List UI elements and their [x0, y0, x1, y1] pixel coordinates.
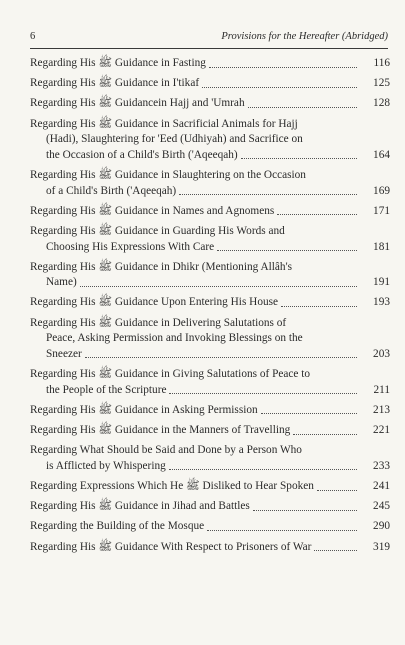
toc-entry-line [30, 168, 390, 184]
toc-page-number: 245 [373, 500, 390, 513]
dot-leader [80, 286, 357, 287]
toc-entry-line [30, 423, 390, 439]
toc-entry[interactable] [30, 499, 390, 515]
toc-entry-title: Name) [46, 276, 77, 289]
toc-entry[interactable] [30, 423, 390, 439]
toc-entry-title: Sneezer [46, 347, 82, 360]
dot-leader [241, 158, 357, 159]
dot-leader [248, 107, 357, 108]
toc-entry-line [30, 331, 390, 347]
toc-entry-title: Regarding His ﷺ Guidance Upon Entering His House [30, 296, 279, 309]
toc-entry-title: Choosing His Expressions With Care [46, 240, 215, 253]
toc-entry[interactable] [30, 260, 390, 291]
toc-entry-title: the People of the Scripture [46, 383, 167, 396]
toc-entry-title: Regarding His ﷺ Guidancein Hajj and 'Umrah [30, 97, 245, 110]
toc-entry-title: the Occasion of a Child's Birth ('Aqeeqah) [46, 148, 238, 161]
toc-page-number: 233 [373, 459, 390, 472]
toc-entry-title: Regarding His ﷺ Guidance in Dhikr (Mentioning Allâh's [30, 260, 292, 273]
toc-entry-title: Peace, Asking Permission and Invoking Blessings on the [46, 332, 303, 345]
dot-leader [179, 194, 357, 195]
toc-entry-title: is Afflicted by Whispering [46, 459, 166, 472]
toc-page-number: 319 [373, 540, 390, 553]
running-title: Provisions for the Hereafter (Abridged) [221, 31, 388, 42]
toc-entry-line [30, 224, 390, 240]
toc-entry[interactable] [30, 76, 390, 92]
toc-entry-title: Regarding What Should be Said and Done by a Person Who [30, 444, 302, 457]
dot-leader [207, 530, 357, 531]
toc-entry[interactable] [30, 224, 390, 255]
toc-page-number: 290 [373, 520, 390, 533]
table-of-contents [30, 56, 390, 560]
dot-leader [293, 434, 357, 435]
toc-entry[interactable] [30, 56, 390, 72]
toc-entry-line [30, 367, 390, 383]
toc-entry-line [30, 117, 390, 133]
toc-entry-title: Regarding His ﷺ Guidance in Guarding His Words and [30, 224, 285, 237]
toc-entry-title: Regarding His ﷺ Guidance in Names and Agnomens [30, 204, 275, 217]
toc-entry-line [30, 459, 390, 475]
toc-entry[interactable] [30, 540, 390, 556]
toc-page-number: 164 [373, 148, 390, 161]
toc-page-number: 169 [373, 184, 390, 197]
toc-entry-line [30, 316, 390, 332]
toc-entry-line [30, 540, 390, 556]
toc-page-number: 181 [373, 240, 390, 253]
dot-leader [277, 214, 357, 215]
toc-entry-line [30, 184, 390, 200]
toc-page-number: 125 [373, 77, 390, 90]
toc-entry-line [30, 76, 390, 92]
toc-entry[interactable] [30, 316, 390, 363]
toc-entry-line [30, 204, 390, 220]
toc-entry-line [30, 260, 390, 276]
toc-entry-line [30, 96, 390, 112]
toc-entry[interactable] [30, 403, 390, 419]
toc-entry[interactable] [30, 96, 390, 112]
page-number: 6 [30, 31, 36, 42]
toc-entry-line [30, 132, 390, 148]
dot-leader [169, 393, 357, 394]
toc-entry-line [30, 295, 390, 311]
toc-entry-title: Regarding His ﷺ Guidance in Giving Salutations of Peace to [30, 368, 311, 381]
dot-leader [169, 469, 357, 470]
toc-entry-line [30, 383, 390, 399]
toc-entry-title: Regarding His ﷺ Guidance in Delivering Salutations of [30, 316, 287, 329]
dot-leader [217, 250, 357, 251]
toc-entry-line [30, 148, 390, 164]
toc-entry-title: of a Child's Birth ('Aqeeqah) [46, 184, 177, 197]
toc-entry[interactable] [30, 479, 390, 495]
dot-leader [202, 87, 357, 88]
toc-entry[interactable] [30, 519, 390, 535]
dot-leader [85, 357, 357, 358]
toc-entry-title: Regarding His ﷺ Guidance With Respect to Prisoners of War [30, 540, 312, 553]
toc-entry[interactable] [30, 204, 390, 220]
toc-page-number: 193 [373, 296, 390, 309]
toc-entry-title: Regarding His ﷺ Guidance in Jihad and Battles [30, 500, 250, 513]
toc-page-number: 213 [373, 403, 390, 416]
toc-entry-line [30, 443, 390, 459]
toc-page-number: 191 [373, 276, 390, 289]
toc-entry-line [30, 275, 390, 291]
toc-entry-line [30, 403, 390, 419]
toc-entry[interactable] [30, 117, 390, 164]
toc-entry-title: Regarding His ﷺ Guidance in Slaughtering on the Occasion [30, 168, 306, 181]
toc-page-number: 116 [373, 57, 390, 69]
toc-page-number: 211 [373, 383, 390, 396]
dot-leader [261, 413, 357, 414]
toc-entry-title: (Hadi), Slaughtering for 'Eed (Udhiyah) and Sacrifice on [46, 133, 303, 146]
dot-leader [253, 510, 357, 511]
dot-leader [209, 67, 357, 68]
dot-leader [314, 550, 357, 551]
toc-entry-line [30, 479, 390, 495]
dot-leader [281, 306, 357, 307]
toc-entry-title: Regarding His ﷺ Guidance in the Manners of Travelling [30, 424, 291, 436]
dot-leader [317, 490, 357, 491]
toc-page-number: 241 [373, 479, 390, 492]
toc-entry-title: Regarding His ﷺ Guidance in Fasting [30, 57, 206, 69]
toc-entry[interactable] [30, 168, 390, 199]
toc-entry-line [30, 347, 390, 363]
toc-entry[interactable] [30, 367, 390, 398]
toc-entry-line [30, 56, 390, 72]
toc-entry-title: Regarding His ﷺ Guidance in Sacrificial Animals for Hajj [30, 117, 298, 130]
toc-entry-line [30, 499, 390, 515]
toc-entry-title: Regarding the Building of the Mosque [30, 520, 205, 533]
toc-page-number: 128 [373, 97, 390, 110]
toc-entry-line [30, 240, 390, 256]
toc-entry-title: Regarding His ﷺ Guidance in Asking Permission [30, 403, 258, 416]
toc-entry-title: Regarding Expressions Which He ﷺ Disliked to Hear Spoken [30, 479, 314, 492]
toc-entry-title: Regarding His ﷺ Guidance in I'tikaf [30, 77, 200, 90]
toc-entry-line [30, 519, 390, 535]
toc-page-number: 221 [373, 424, 390, 436]
toc-page-number: 171 [373, 204, 390, 217]
toc-page-number: 203 [373, 347, 390, 360]
page-header [30, 30, 388, 49]
toc-entry[interactable] [30, 443, 390, 474]
toc-entry[interactable] [30, 295, 390, 311]
